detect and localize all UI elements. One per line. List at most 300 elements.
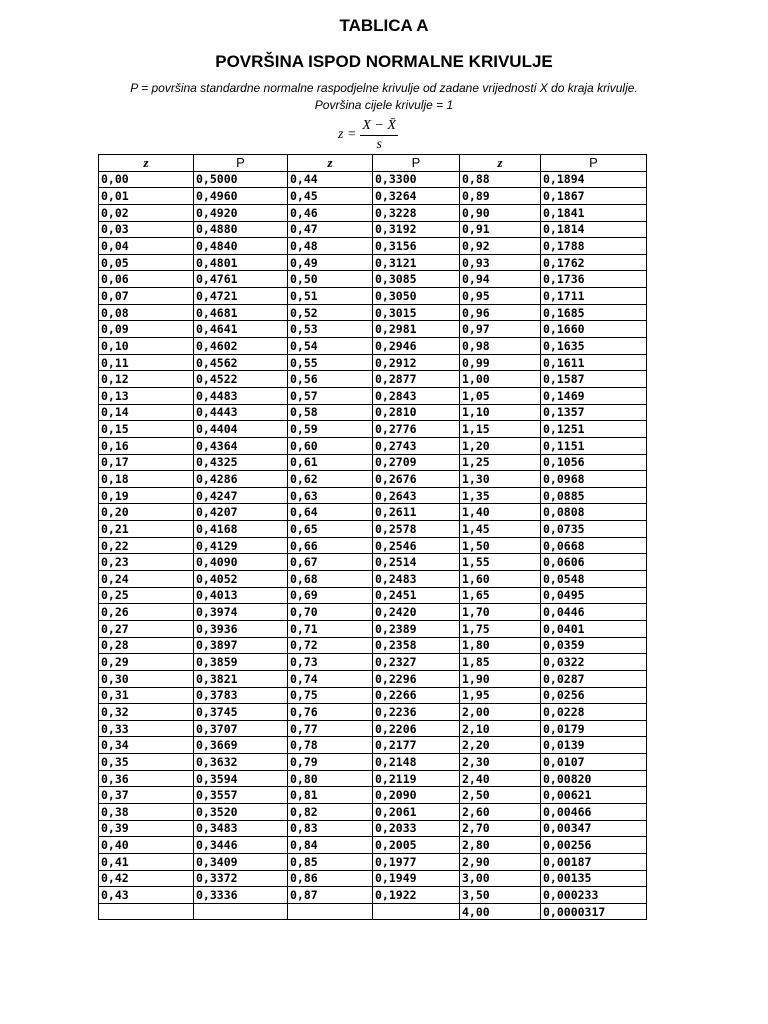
column-header-z: z (99, 155, 194, 172)
z-value-cell: 1,65 (460, 587, 541, 604)
p-value-cell: 0,2810 (373, 404, 460, 421)
p-value-cell: 0,4721 (194, 288, 288, 305)
z-value-cell: 0,72 (288, 637, 373, 654)
p-value-cell: 0,2090 (373, 787, 460, 804)
p-value-cell: 0,2119 (373, 770, 460, 787)
p-value-cell: 0,000233 (541, 887, 647, 904)
p-value-cell: 0,2327 (373, 654, 460, 671)
z-value-cell: 0,08 (99, 304, 194, 321)
p-value-cell: 0,3974 (194, 604, 288, 621)
table-row (99, 554, 647, 571)
table-row (99, 637, 647, 654)
z-value-cell: 0,66 (288, 537, 373, 554)
p-value-cell: 0,00621 (541, 787, 647, 804)
z-value-cell: 3,50 (460, 887, 541, 904)
z-value-cell: 0,92 (460, 238, 541, 255)
p-value-cell: 0,4325 (194, 454, 288, 471)
z-value-cell: 0,21 (99, 521, 194, 538)
p-value-cell: 0,4168 (194, 521, 288, 538)
table-row (99, 587, 647, 604)
z-value-cell: 0,09 (99, 321, 194, 338)
p-value-cell: 0,3745 (194, 704, 288, 721)
z-value-cell: 0,39 (99, 820, 194, 837)
z-value-cell: 0,34 (99, 737, 194, 754)
z-value-cell: 0,42 (99, 870, 194, 887)
z-value-cell: 0,27 (99, 620, 194, 637)
z-value-cell: 0,96 (460, 304, 541, 321)
page-title: TABLICA A (339, 16, 429, 35)
p-value-cell: 0,0735 (541, 521, 647, 538)
table-row (99, 853, 647, 870)
z-value-cell: 0,51 (288, 288, 373, 305)
p-value-cell: 0,0256 (541, 687, 647, 704)
z-value-cell: 0,31 (99, 687, 194, 704)
p-value-cell: 0,4052 (194, 571, 288, 588)
z-value-cell: 0,44 (288, 171, 373, 188)
z-value-cell: 1,95 (460, 687, 541, 704)
p-value-cell: 0,2236 (373, 704, 460, 721)
p-value-cell: 0,2843 (373, 387, 460, 404)
p-value-cell: 0,00256 (541, 837, 647, 854)
table-row (99, 371, 647, 388)
table-row (99, 504, 647, 521)
z-value-cell: 0,12 (99, 371, 194, 388)
z-value-cell: 0,52 (288, 304, 373, 321)
p-value-cell: 0,3264 (373, 188, 460, 205)
z-value-cell: 0,87 (288, 887, 373, 904)
table-row (99, 720, 647, 737)
p-value-cell: 0,4840 (194, 238, 288, 255)
z-value-cell: 2,50 (460, 787, 541, 804)
p-value-cell: 0,2546 (373, 537, 460, 554)
table-row (99, 787, 647, 804)
z-value-cell: 0,78 (288, 737, 373, 754)
z-value-cell: 0,88 (460, 171, 541, 188)
z-value-cell: 0,73 (288, 654, 373, 671)
table-row (99, 770, 647, 787)
p-value-cell: 0,3520 (194, 803, 288, 820)
p-value-cell: 0,0107 (541, 754, 647, 771)
p-value-cell: 0,0322 (541, 654, 647, 671)
z-value-cell: 0,67 (288, 554, 373, 571)
p-value-cell: 0,0885 (541, 487, 647, 504)
p-value-cell: 0,0139 (541, 737, 647, 754)
z-value-cell: 0,07 (99, 288, 194, 305)
p-value-cell: 0,1357 (541, 404, 647, 421)
z-value-cell: 0,85 (288, 853, 373, 870)
p-value-cell: 0,2451 (373, 587, 460, 604)
p-value-cell: 0,0808 (541, 504, 647, 521)
z-value-cell: 0,99 (460, 354, 541, 371)
z-value-cell: 0,62 (288, 471, 373, 488)
p-value-cell: 0,0359 (541, 637, 647, 654)
p-value-cell: 0,2981 (373, 321, 460, 338)
table-row (99, 387, 647, 404)
z-value-cell: 0,50 (288, 271, 373, 288)
p-value-cell: 0,4761 (194, 271, 288, 288)
table-row (99, 338, 647, 355)
z-value-cell: 1,35 (460, 487, 541, 504)
p-value-cell: 0,2389 (373, 620, 460, 637)
z-value-cell: 0,54 (288, 338, 373, 355)
z-value-cell: 0,19 (99, 487, 194, 504)
z-value-cell: 1,30 (460, 471, 541, 488)
z-value-cell: 1,20 (460, 437, 541, 454)
p-value-cell: 0,4443 (194, 404, 288, 421)
table-row (99, 254, 647, 271)
z-value-cell: 2,80 (460, 837, 541, 854)
p-value-cell: 0,2912 (373, 354, 460, 371)
z-value-cell: 2,60 (460, 803, 541, 820)
p-value-cell: 0,1841 (541, 204, 647, 221)
formula-lhs: z = (338, 127, 357, 142)
z-score-formula (338, 116, 398, 154)
p-value-cell: 0,1611 (541, 354, 647, 371)
p-value-cell: 0,2676 (373, 471, 460, 488)
z-value-cell: 0,29 (99, 654, 194, 671)
formula-numerator: X − X̄ (360, 118, 398, 136)
z-value-cell: 2,40 (460, 770, 541, 787)
z-value-cell: 1,50 (460, 537, 541, 554)
z-value-cell: 2,20 (460, 737, 541, 754)
p-value-cell: 0,4364 (194, 437, 288, 454)
table-row (99, 903, 647, 920)
z-value-cell: 2,70 (460, 820, 541, 837)
p-value-cell: 0,4602 (194, 338, 288, 355)
p-value-cell: 0,1251 (541, 421, 647, 438)
z-value-cell: 0,48 (288, 238, 373, 255)
p-value-cell: 0,3121 (373, 254, 460, 271)
z-value-cell: 0,47 (288, 221, 373, 238)
z-value-cell: 0,53 (288, 321, 373, 338)
z-value-cell: 0,69 (288, 587, 373, 604)
table-row (99, 870, 647, 887)
z-value-cell: 1,55 (460, 554, 541, 571)
p-value-cell: 0,4404 (194, 421, 288, 438)
table-row (99, 754, 647, 771)
p-value-cell: 0,0401 (541, 620, 647, 637)
p-value-cell: 0,0179 (541, 720, 647, 737)
z-value-cell: 0,55 (288, 354, 373, 371)
z-value-cell: 0,05 (99, 254, 194, 271)
p-value-cell: 0,0287 (541, 670, 647, 687)
p-value-cell: 0,3192 (373, 221, 460, 238)
p-value-cell: 0,2061 (373, 803, 460, 820)
p-value-cell: 0,2877 (373, 371, 460, 388)
p-value-cell: 0,2266 (373, 687, 460, 704)
p-value-cell: 0,0606 (541, 554, 647, 571)
z-value-cell: 0,57 (288, 387, 373, 404)
z-value-cell: 0,84 (288, 837, 373, 854)
z-value-cell: 0,46 (288, 204, 373, 221)
p-value-cell: 0,1660 (541, 321, 647, 338)
p-value-cell: 0,4562 (194, 354, 288, 371)
column-header-p: P (373, 155, 460, 172)
p-value-cell: 0,2005 (373, 837, 460, 854)
p-value-cell: 0,4247 (194, 487, 288, 504)
z-value-cell: 2,30 (460, 754, 541, 771)
z-value-cell: 0,83 (288, 820, 373, 837)
p-value-cell: 0,3483 (194, 820, 288, 837)
p-value-cell: 0,2611 (373, 504, 460, 521)
z-value-cell: 1,75 (460, 620, 541, 637)
p-value-cell: 0,3783 (194, 687, 288, 704)
p-value-cell: 0,4960 (194, 188, 288, 205)
table-row (99, 421, 647, 438)
table-row (99, 454, 647, 471)
z-value-cell: 0,43 (99, 887, 194, 904)
z-value-cell: 0,26 (99, 604, 194, 621)
p-value-cell: 0,4522 (194, 371, 288, 388)
p-value-cell: 0,3936 (194, 620, 288, 637)
p-value-cell: 0,4207 (194, 504, 288, 521)
p-value-cell: 0,4681 (194, 304, 288, 321)
p-value-cell: 0,1736 (541, 271, 647, 288)
column-header-p: P (194, 155, 288, 172)
z-value-cell: 0,32 (99, 704, 194, 721)
z-value-cell: 0,28 (99, 637, 194, 654)
p-value-cell: 0,3594 (194, 770, 288, 787)
z-value-cell: 0,58 (288, 404, 373, 421)
p-value-cell: 0,1587 (541, 371, 647, 388)
column-header-z: z (460, 155, 541, 172)
table-row (99, 537, 647, 554)
z-value-cell: 0,23 (99, 554, 194, 571)
p-value-cell: 0,1469 (541, 387, 647, 404)
p-value-cell: 0,0668 (541, 537, 647, 554)
table-row (99, 321, 647, 338)
p-value-cell: 0,0000317 (541, 903, 647, 920)
z-value-cell: 0,01 (99, 188, 194, 205)
z-value-cell: 0,00 (99, 171, 194, 188)
p-value-cell: 0,1949 (373, 870, 460, 887)
z-value-cell: 0,16 (99, 437, 194, 454)
p-value-cell: 0,4090 (194, 554, 288, 571)
p-value-cell: 0,4880 (194, 221, 288, 238)
z-value-cell: 0,97 (460, 321, 541, 338)
z-value-cell: 0,81 (288, 787, 373, 804)
p-value-cell: 0,2206 (373, 720, 460, 737)
z-value-cell: 0,37 (99, 787, 194, 804)
table-row (99, 304, 647, 321)
table-row (99, 204, 647, 221)
z-value-cell: 0,02 (99, 204, 194, 221)
normal-distribution-table (98, 154, 647, 920)
z-value-cell: 1,60 (460, 571, 541, 588)
formula-denominator: s (376, 136, 382, 152)
z-value-cell: 1,15 (460, 421, 541, 438)
description-line-2: Površina cijele krivulje = 1 (314, 98, 454, 112)
table-row (99, 188, 647, 205)
table-row (99, 271, 647, 288)
z-value-cell (99, 903, 194, 920)
p-value-cell: 0,3409 (194, 853, 288, 870)
table-row (99, 837, 647, 854)
p-value-cell: 0,1151 (541, 437, 647, 454)
table-row (99, 604, 647, 621)
p-value-cell: 0,3557 (194, 787, 288, 804)
p-value-cell: 0,4801 (194, 254, 288, 271)
p-value-cell: 0,2578 (373, 521, 460, 538)
z-value-cell: 1,40 (460, 504, 541, 521)
z-value-cell: 0,77 (288, 720, 373, 737)
z-value-cell: 0,79 (288, 754, 373, 771)
p-value-cell: 0,2148 (373, 754, 460, 771)
z-value-cell: 0,59 (288, 421, 373, 438)
p-value-cell: 0,0446 (541, 604, 647, 621)
table-row (99, 670, 647, 687)
p-value-cell: 0,00347 (541, 820, 647, 837)
z-value-cell: 0,04 (99, 238, 194, 255)
z-value-cell: 3,00 (460, 870, 541, 887)
p-value-cell: 0,0495 (541, 587, 647, 604)
p-value-cell: 0,3707 (194, 720, 288, 737)
z-value-cell: 1,10 (460, 404, 541, 421)
table-row (99, 471, 647, 488)
p-value-cell: 0,3228 (373, 204, 460, 221)
table-row (99, 404, 647, 421)
p-value-cell: 0,4013 (194, 587, 288, 604)
p-value-cell: 0,2709 (373, 454, 460, 471)
table-row (99, 437, 647, 454)
p-value-cell: 0,3897 (194, 637, 288, 654)
p-value-cell: 0,4920 (194, 204, 288, 221)
p-value-cell: 0,5000 (194, 171, 288, 188)
z-value-cell: 1,70 (460, 604, 541, 621)
z-value-cell: 0,03 (99, 221, 194, 238)
p-value-cell: 0,1894 (541, 171, 647, 188)
z-value-cell: 2,00 (460, 704, 541, 721)
p-value-cell: 0,3300 (373, 171, 460, 188)
z-value-cell: 0,14 (99, 404, 194, 421)
p-value-cell: 0,1788 (541, 238, 647, 255)
p-value-cell: 0,3156 (373, 238, 460, 255)
p-value-cell: 0,1685 (541, 304, 647, 321)
z-value-cell: 1,85 (460, 654, 541, 671)
p-value-cell: 0,3336 (194, 887, 288, 904)
table-row (99, 221, 647, 238)
p-value-cell: 0,3821 (194, 670, 288, 687)
table-body (99, 171, 647, 920)
p-value-cell: 0,2358 (373, 637, 460, 654)
z-value-cell: 0,95 (460, 288, 541, 305)
p-value-cell: 0,2177 (373, 737, 460, 754)
z-value-cell: 0,71 (288, 620, 373, 637)
z-value-cell: 0,45 (288, 188, 373, 205)
p-value-cell: 0,3015 (373, 304, 460, 321)
z-value-cell: 0,40 (99, 837, 194, 854)
z-value-cell: 0,76 (288, 704, 373, 721)
z-value-cell: 0,89 (460, 188, 541, 205)
z-value-cell: 0,30 (99, 670, 194, 687)
p-value-cell: 0,1922 (373, 887, 460, 904)
p-value-cell: 0,3050 (373, 288, 460, 305)
table-row (99, 521, 647, 538)
page-subtitle: POVRŠINA ISPOD NORMALNE KRIVULJE (215, 52, 553, 71)
description-line-1: P = površina standardne normalne raspodjelne krivulje od zadane vrijednosti X do kraja krivulje. (130, 81, 638, 95)
z-value-cell: 0,49 (288, 254, 373, 271)
z-value-cell: 1,05 (460, 387, 541, 404)
p-value-cell: 0,3632 (194, 754, 288, 771)
z-value-cell: 0,38 (99, 803, 194, 820)
p-value-cell: 0,2296 (373, 670, 460, 687)
p-value-cell: 0,00187 (541, 853, 647, 870)
z-value-cell: 0,74 (288, 670, 373, 687)
table-row (99, 288, 647, 305)
p-value-cell: 0,3669 (194, 737, 288, 754)
z-value-cell: 0,64 (288, 504, 373, 521)
z-value-cell: 0,13 (99, 387, 194, 404)
p-value-cell: 0,00820 (541, 770, 647, 787)
table-row (99, 354, 647, 371)
p-value-cell: 0,2514 (373, 554, 460, 571)
p-value-cell: 0,2420 (373, 604, 460, 621)
table-row (99, 737, 647, 754)
z-value-cell: 0,65 (288, 521, 373, 538)
z-value-cell: 0,60 (288, 437, 373, 454)
p-value-cell: 0,4286 (194, 471, 288, 488)
z-value-cell: 0,17 (99, 454, 194, 471)
table-row (99, 887, 647, 904)
table-row (99, 571, 647, 588)
z-value-cell: 0,63 (288, 487, 373, 504)
z-value-cell: 0,10 (99, 338, 194, 355)
p-value-cell: 0,2643 (373, 487, 460, 504)
z-value-cell: 0,61 (288, 454, 373, 471)
p-value-cell: 0,1867 (541, 188, 647, 205)
z-value-cell: 1,90 (460, 670, 541, 687)
z-value-cell: 0,75 (288, 687, 373, 704)
p-value-cell: 0,3859 (194, 654, 288, 671)
z-value-cell: 0,91 (460, 221, 541, 238)
z-value-cell: 0,94 (460, 271, 541, 288)
table-row (99, 171, 647, 188)
z-value-cell: 1,80 (460, 637, 541, 654)
table-row (99, 487, 647, 504)
p-value-cell: 0,1977 (373, 853, 460, 870)
p-value-cell: 0,3446 (194, 837, 288, 854)
table-row (99, 820, 647, 837)
z-value-cell: 0,20 (99, 504, 194, 521)
z-value-cell: 0,56 (288, 371, 373, 388)
p-value-cell: 0,1762 (541, 254, 647, 271)
table-row (99, 238, 647, 255)
formula-fraction (360, 118, 398, 153)
z-value-cell: 0,68 (288, 571, 373, 588)
table-row (99, 803, 647, 820)
z-value-cell: 2,10 (460, 720, 541, 737)
z-value-cell: 1,25 (460, 454, 541, 471)
p-value-cell: 0,1814 (541, 221, 647, 238)
z-value-cell (288, 903, 373, 920)
z-value-cell: 0,35 (99, 754, 194, 771)
p-value-cell: 0,4483 (194, 387, 288, 404)
z-value-cell: 0,80 (288, 770, 373, 787)
p-value-cell: 0,2776 (373, 421, 460, 438)
table-row (99, 704, 647, 721)
p-value-cell: 0,2483 (373, 571, 460, 588)
table-header-row (99, 155, 647, 172)
z-value-cell: 0,18 (99, 471, 194, 488)
p-value-cell: 0,1635 (541, 338, 647, 355)
z-value-cell: 1,00 (460, 371, 541, 388)
z-value-cell: 4,00 (460, 903, 541, 920)
p-value-cell: 0,00135 (541, 870, 647, 887)
z-value-cell: 0,41 (99, 853, 194, 870)
p-value-cell: 0,0548 (541, 571, 647, 588)
p-value-cell: 0,4641 (194, 321, 288, 338)
table-row (99, 687, 647, 704)
